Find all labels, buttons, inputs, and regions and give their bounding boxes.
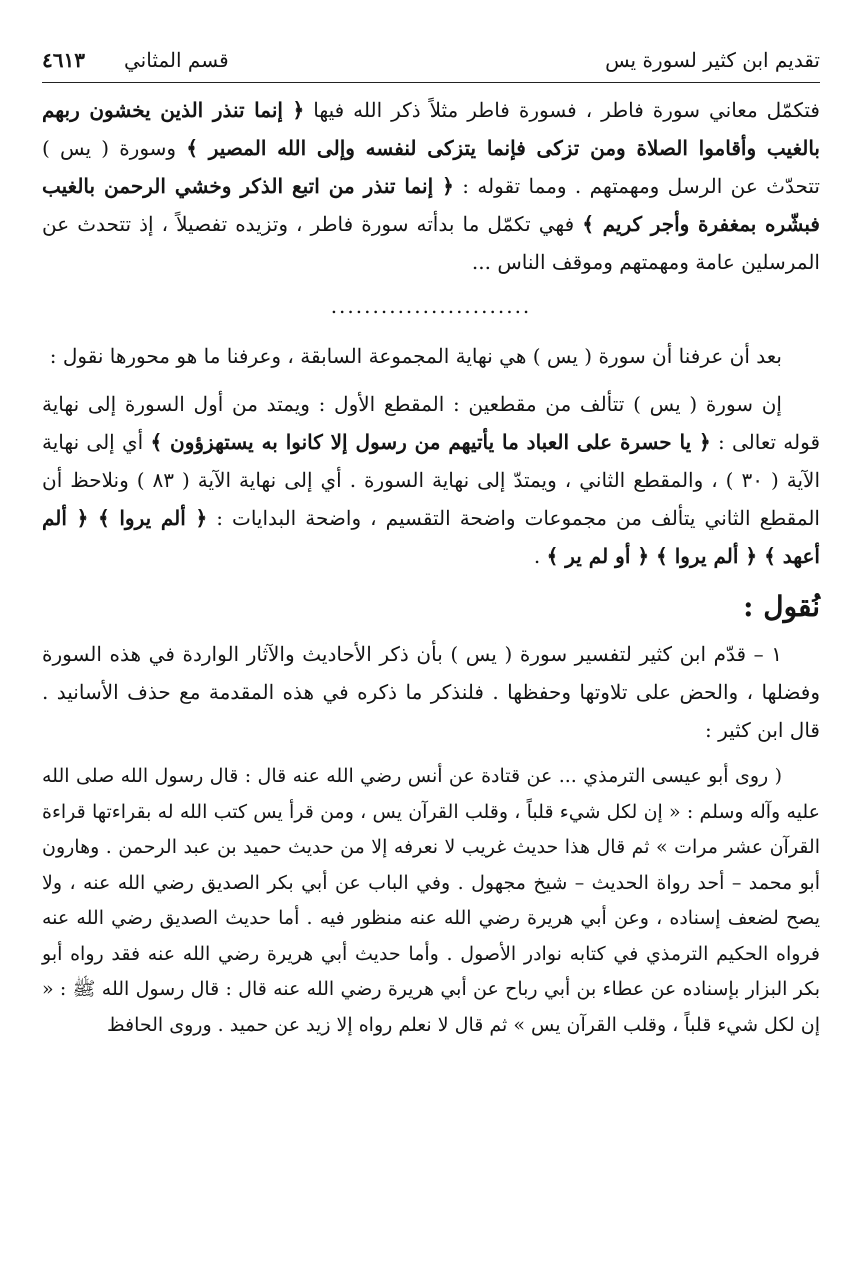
section-separator: ........................ [330, 294, 532, 318]
section-title: قسم المثاني [124, 48, 229, 72]
quran-verse-yasin: ﴿ إنما تنذر من اتبع الذكر وخشي الرحمن بالغيب فبشّره بمغفرة وأجر كريم ﴾ [42, 174, 820, 236]
header-rule [42, 82, 820, 83]
intro-paragraph [42, 91, 820, 281]
running-title: تقديم ابن كثير لسورة يس [605, 48, 820, 72]
intro-text-3: فهي تكمّل ما بدأته سورة فاطر ، وتزيده تفصيلاً ، إذ تتحدث عن المرسلين عامة ومهمتهم وموقف الناس ... [42, 212, 820, 274]
book-page [42, 40, 820, 1043]
ibn-kathir-intro-paragraph: ١ – قدّم ابن كثير لتفسير سورة ( يس ) بأن ذكر الأحاديث والآثار الواردة في هذه السورة وفضلها ، والحض على تلاوتها وحفظها . فلنذكر ما ذكره في هذه المقدمة مع حذف الأسانيد . قال ابن كثير : [42, 642, 820, 742]
structure-text-2: أي إلى نهاية الآية ( ٣٠ ) ، والمقطع الثاني ، ويمتدّ إلى نهاية السورة . أي إلى نهاية الآية ( ٨٣ ) ونلاحظ أن المقطع الثاني يتألف من مجموعات واضحة التقسيم ، واضحة البدايات : [42, 430, 821, 530]
structure-text-3: . [533, 544, 547, 568]
section-heading: نُقول : [743, 590, 820, 623]
quran-verse-hasra: ﴿ يا حسرة على العباد ما يأتيهم من رسول إلا كانوا به يستهزؤون ﴾ [150, 430, 711, 454]
intro-text-1: فتكمّل معاني سورة فاطر ، فسورة فاطر مثلاً ذكر الله فيها [304, 98, 820, 122]
page-number: ٤٦١٣ [42, 48, 85, 72]
hadith-quotation: ( روى أبو عيسى الترمذي ... عن قتادة عن أنس رضي الله عنه قال : قال رسول الله صلى الله عليه وآله وسلم : « إن لكل شيء قلباً ، وقلب القرآن يس ، ومن قرأ يس كتب الله له بقراءتها قراءة القرآن عشر مرات » ثم قال هذا حديث غريب لا نعرفه إلا من حديث حميد بن عبد الرحمن . وهارون أبو محمد – أحد رواة الحديث – شيخ مجهول . وفي الباب عن أبي بكر الصديق رضي الله عنه ، ولا يصح لضعف إسناده ، وعن أبي هريرة رضي الله عنه منظور فيه . أما حديث الصديق رضي الله عنه فرواه الحكيم الترمذي في كتابه نوادر الأصول . وأما حديث أبي هريرة رضي الله عنه فقد رواه أبو بكر البزار بإسناده عن عطاء بن أبي رباح عن أبي هريرة رضي الله عنه قال : قال رسول الله ﷺ : « إن لكل شيء قلباً ، وقلب القرآن يس » ثم قال لا نعلم رواه إلا زيد عن حميد . وروى الحافظ [42, 765, 820, 1036]
quran-verse-fatir: ﴿ إنما تنذر الذين يخشون ربهم بالغيب وأقاموا الصلاة ومن تزكى فإنما يتزكى لنفسه وإلى الله المصير ﴾ [42, 98, 820, 160]
intro-text-2: وسورة ( يس ) تتحدّث عن الرسل ومهمتهم . ومما تقوله : [42, 136, 820, 198]
group-openings: ﴿ ألم يروا ﴾ ﴿ ألم أعهد ﴾ ﴿ ألم يروا ﴾ ﴿ أو لم ير ﴾ [42, 506, 820, 568]
structure-paragraph [42, 385, 820, 575]
running-header [42, 40, 820, 80]
axis-paragraph: بعد أن عرفنا أن سورة ( يس ) هي نهاية المجموعة السابقة ، وعرفنا ما هو محورها نقول : [49, 344, 782, 368]
quotation-block [42, 759, 820, 1043]
structure-text-1: إن سورة ( يس ) تتألف من مقطعين : المقطع الأول : ويمتد من أول السورة إلى نهاية قوله تعالى : [42, 392, 821, 454]
